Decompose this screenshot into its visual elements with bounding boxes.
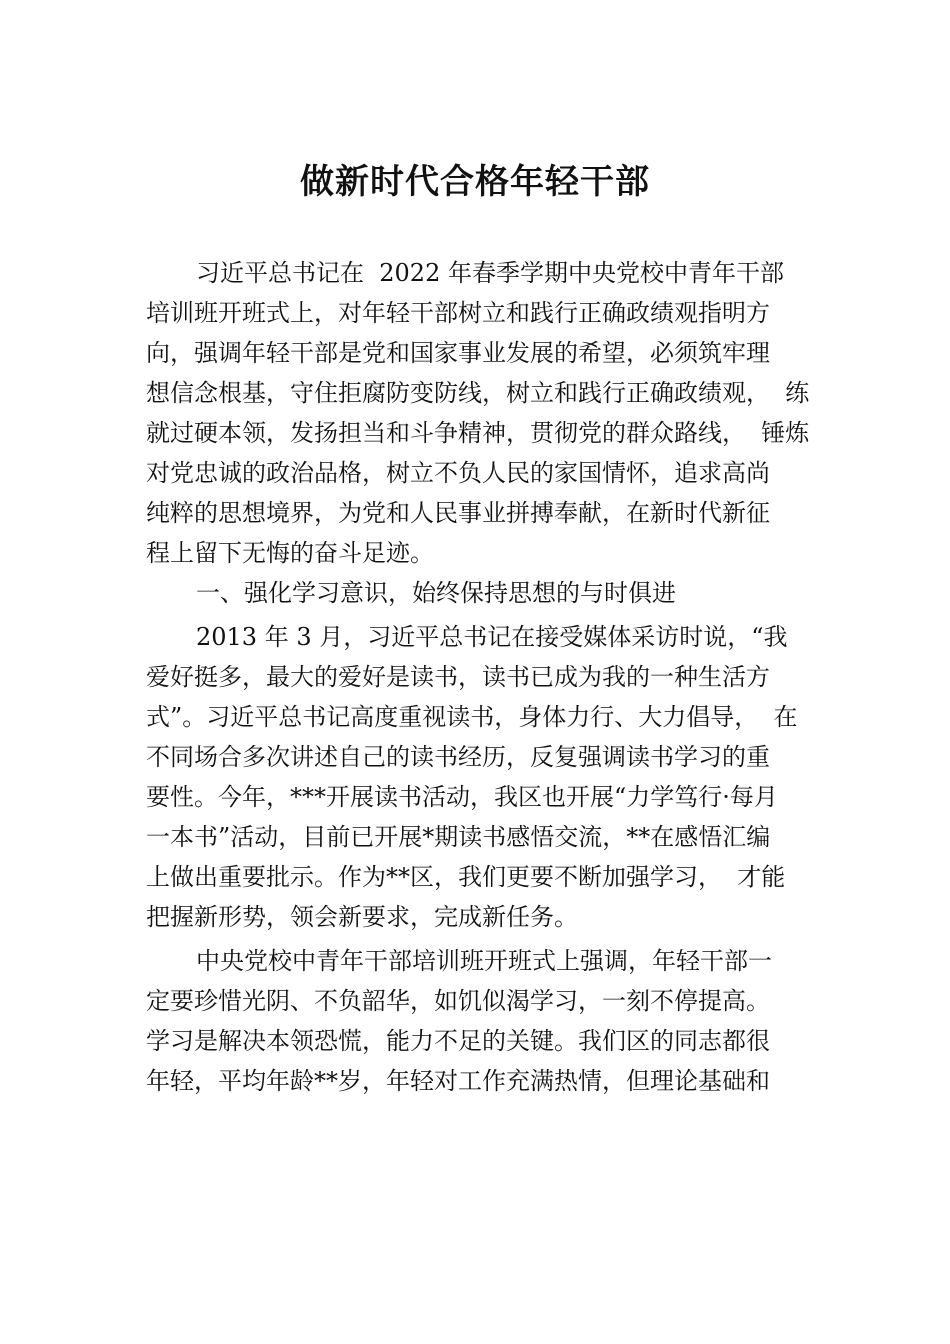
paragraph-line: 习近平总书记在 2022 年春季学期中央党校中青年干部 bbox=[196, 259, 784, 287]
document-title: 做新时代合格年轻干部 bbox=[300, 162, 650, 202]
paragraph-line: 爱好挺多，最大的爱好是读书，读书已成为我的一种生活方 bbox=[146, 663, 770, 691]
paragraph-line: 式”。习近平总书记高度重视读书，身体力行、大力倡导， 在 bbox=[146, 703, 798, 731]
paragraph-line: 程上留下无悔的奋斗足迹。 bbox=[146, 539, 434, 567]
paragraph-line: 就过硬本领，发扬担当和斗争精神，贯彻党的群众路线， 锤炼 bbox=[146, 419, 810, 447]
paragraph-line: 想信念根基，守住拒腐防变防线，树立和践行正确政绩观， 练 bbox=[146, 379, 810, 407]
paragraph-line: 不同场合多次讲述自己的读书经历，反复强调读书学习的重 bbox=[146, 743, 770, 771]
paragraph-line: 一本书”活动，目前已开展*期读书感悟交流，**在感悟汇编 bbox=[146, 823, 771, 851]
section-heading: 一、强化学习意识，始终保持思想的与时俱进 bbox=[196, 579, 676, 607]
paragraph-line: 年轻，平均年龄**岁，年轻对工作充满热情，但理论基础和 bbox=[146, 1067, 770, 1095]
paragraph-line: 对党忠诚的政治品格，树立不负人民的家国情怀，追求高尚 bbox=[146, 459, 770, 487]
paragraph-line: 2013 年 3 月，习近平总书记在接受媒体采访时说，“我 bbox=[196, 623, 788, 651]
paragraph-line: 中央党校中青年干部培训班开班式上强调，年轻干部一 bbox=[196, 947, 772, 975]
paragraph-line: 上做出重要批示。作为**区，我们更要不断加强学习， 才能 bbox=[146, 863, 786, 891]
paragraph-line: 定要珍惜光阴、不负韶华，如饥似渴学习，一刻不停提高。 bbox=[146, 987, 770, 1015]
paragraph-line: 向，强调年轻干部是党和国家事业发展的希望，必须筑牢理 bbox=[146, 339, 770, 367]
paragraph-line: 学习是解决本领恐慌，能力不足的关键。我们区的同志都很 bbox=[146, 1027, 770, 1055]
paragraph-line: 纯粹的思想境界，为党和人民事业拼搏奉献，在新时代新征 bbox=[146, 499, 770, 527]
paragraph-line: 把握新形势，领会新要求，完成新任务。 bbox=[146, 903, 578, 931]
paragraph-line: 培训班开班式上，对年轻干部树立和践行正确政绩观指明方 bbox=[146, 299, 770, 327]
paragraph-line: 要性。今年，***开展读书活动，我区也开展“力学笃行·每月 bbox=[146, 783, 778, 811]
